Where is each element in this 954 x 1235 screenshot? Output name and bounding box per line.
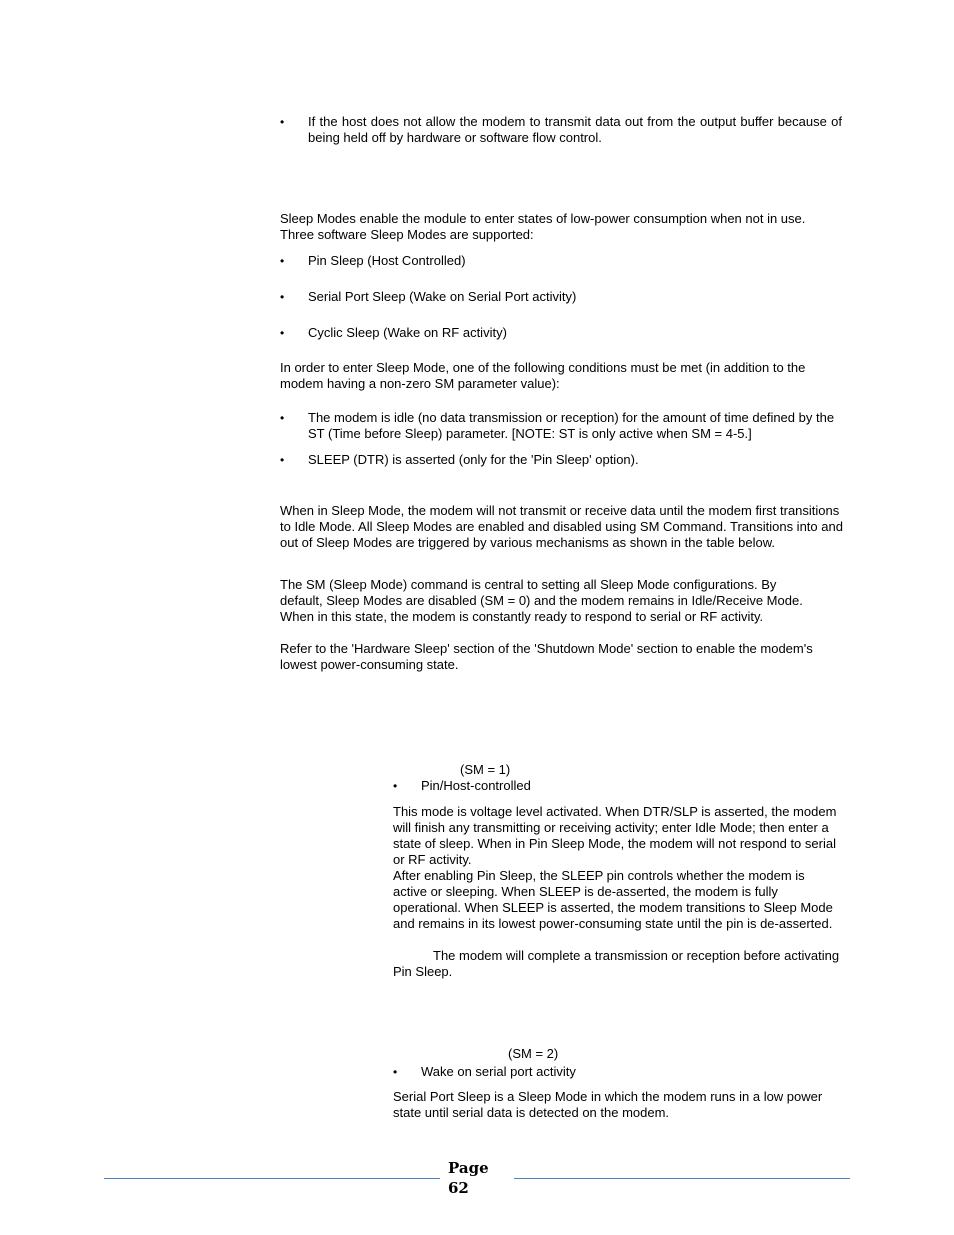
pin-sleep-bullet [393, 778, 843, 794]
mode-list-item [280, 289, 840, 305]
pin-sleep-sm-label: (SM = 1) [460, 762, 511, 777]
footer-rule-left [104, 1178, 440, 1179]
bullet-dot: • [280, 115, 285, 129]
bullet-dot: • [280, 254, 285, 268]
serial-sleep-paragraph: Serial Port Sleep is a Sleep Mode in which the modem runs in a low power state until serial data is detected on the modem. [393, 1089, 823, 1120]
mode-label: Serial Port Sleep (Wake on Serial Port activity) [308, 289, 577, 304]
hardware-sleep-reference: Refer to the 'Hardware Sleep' section of the 'Shutdown Mode' section to enable the modem's lowest power-consuming state. [280, 641, 813, 672]
condition-list-item [280, 452, 842, 468]
bullet-dot: • [280, 326, 285, 340]
sleep-intro-paragraph: Sleep Modes enable the module to enter states of low-power consumption when not in use. Three software Sleep Modes are supported: [280, 211, 806, 242]
mode-list-item [280, 325, 840, 341]
pin-sleep-bullet-text: Pin/Host-controlled [421, 778, 531, 793]
serial-sleep-sm-label: (SM = 2) [508, 1046, 559, 1061]
bullet-dot: • [280, 453, 285, 467]
footer-rule-right [514, 1178, 850, 1179]
bullet-dot: • [280, 290, 285, 304]
serial-sleep-bullet-text: Wake on serial port activity [421, 1064, 576, 1079]
mode-label: Cyclic Sleep (Wake on RF activity) [308, 325, 507, 340]
intro-bullet-text: If the host does not allow the modem to transmit data out from the output buffer because of being held off by hardware or software flow control. [308, 114, 842, 145]
pin-sleep-paragraph: This mode is voltage level activated. When DTR/SLP is asserted, the modem will finish any transmitting or receiving activity; enter Idle Mode; then enter a state of sleep. When in Pin Sleep Mode, the modem will not respond to serial or RF activity. [393, 804, 837, 867]
page-word: Page [448, 1159, 489, 1177]
page-number: 62 [448, 1179, 469, 1197]
pin-sleep-sleep-pin-paragraph: After enabling Pin Sleep, the SLEEP pin controls whether the modem is active or sleeping. When SLEEP is de-asserted, the modem is fully operational. When SLEEP is asserted, the modem transitions to Sleep Mode and remains in its lowest power-consuming state until the pin is de-asserted. [393, 868, 833, 931]
pin-sleep-note: The modem will complete a transmission or reception before activating Pin Sleep. [393, 948, 840, 979]
bullet-dot: • [393, 1065, 398, 1079]
condition-text: SLEEP (DTR) is asserted (only for the 'Pin Sleep' option). [308, 452, 639, 467]
condition-text: The modem is idle (no data transmission or reception) for the amount of time defined by the ST (Time before Sleep) parameter. [NOTE: ST is only active when SM = 4-5.] [308, 410, 835, 441]
serial-sleep-bullet [393, 1064, 843, 1080]
page-number-label [448, 1158, 489, 1198]
intro-bullet-item [280, 114, 842, 146]
sleep-mode-paragraph: When in Sleep Mode, the modem will not transmit or receive data until the modem first transitions to Idle Mode. All Sleep Modes are enabled and disabled using SM Command. Transitions into and out of Sleep Modes are triggered by various mechanisms as shown in the table below. [280, 503, 843, 550]
mode-list-item [280, 253, 840, 269]
bullet-dot: • [393, 779, 398, 793]
condition-list-item [280, 410, 842, 442]
mode-label: Pin Sleep (Host Controlled) [308, 253, 466, 268]
conditions-intro-paragraph: In order to enter Sleep Mode, one of the following conditions must be met (in addition to the modem having a non-zero SM parameter value): [280, 360, 806, 391]
sm-command-paragraph: The SM (Sleep Mode) command is central to setting all Sleep Mode configurations. By default, Sleep Modes are disabled (SM = 0) and the modem remains in Idle/Receive Mode. When in this state, the modem is constantly ready to respond to serial or RF activity. [280, 577, 803, 624]
bullet-dot: • [280, 411, 285, 425]
